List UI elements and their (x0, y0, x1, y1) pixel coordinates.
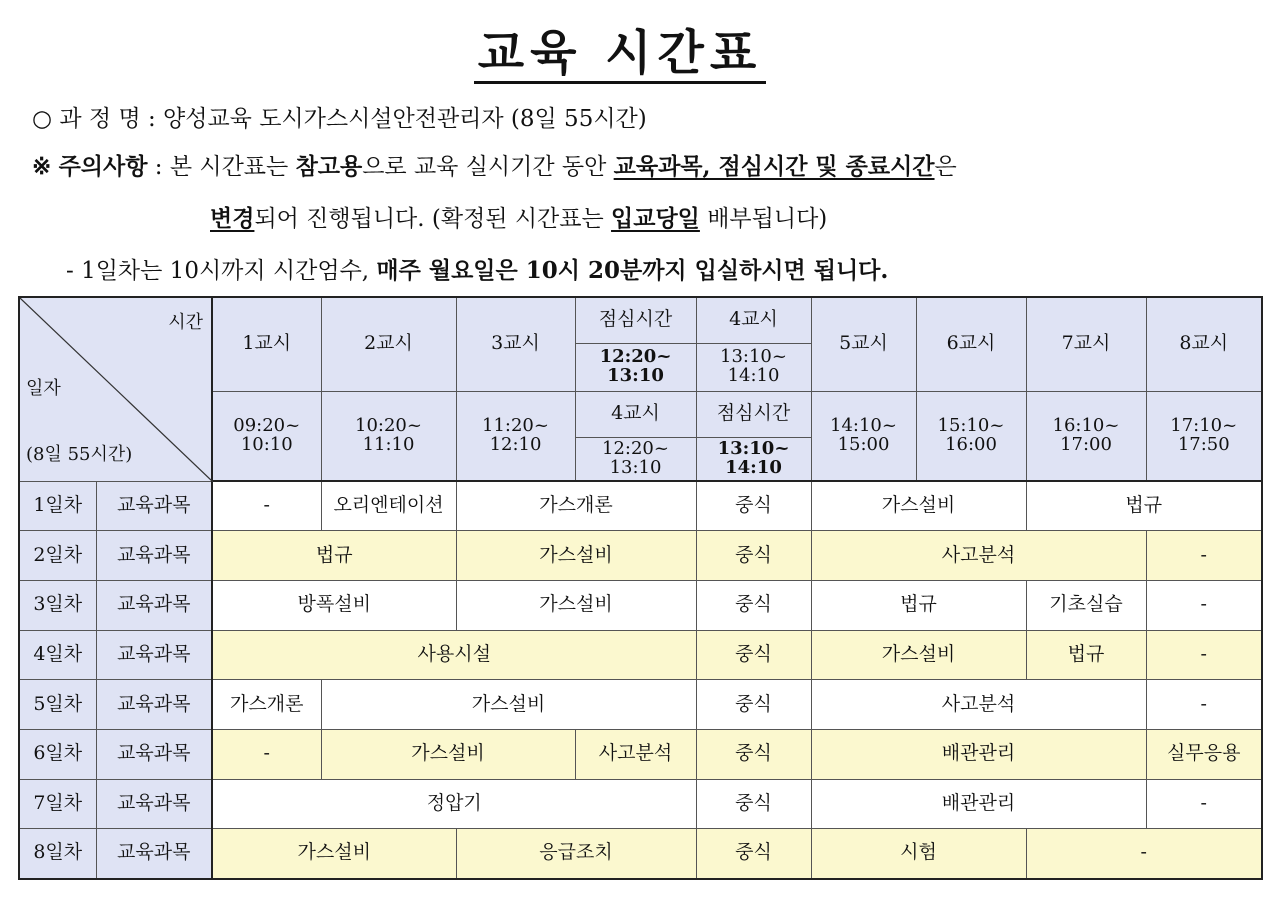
table-row (19, 580, 1262, 630)
lunch-time-top: 12:20~ 13:10 (575, 343, 696, 391)
lunch-header-bottom: 점심시간 (696, 391, 811, 437)
period-6-header: 6교시 (916, 297, 1026, 391)
table-row (19, 779, 1262, 829)
notice-entrance-day: 입교당일 (611, 205, 700, 232)
subject-cell: 응급조치 (456, 829, 696, 879)
day-cell: 6일차 (19, 729, 96, 779)
period-3-header: 3교시 (456, 297, 575, 391)
period-4-header-top: 4교시 (696, 297, 811, 343)
lunch-cell: 중식 (696, 481, 811, 531)
day-cell: 4일차 (19, 630, 96, 680)
subject-label-cell: 교육과목 (96, 680, 212, 730)
subject-cell: - (1026, 829, 1262, 879)
period-4-time-top: 13:10~ 14:10 (696, 343, 811, 391)
schedule-table (18, 296, 1263, 880)
lunch-cell: 중식 (696, 779, 811, 829)
course-value: 양성교육 도시가스시설안전관리자 (8일 55시간) (163, 106, 647, 132)
subject-cell: - (1146, 531, 1262, 581)
period-4-time-bottom: 12:20~ 13:10 (575, 437, 696, 481)
lunch-time-bottom: 13:10~ 14:10 (696, 437, 811, 481)
subject-cell: 사용시설 (212, 630, 696, 680)
subject-cell: 배관관리 (811, 729, 1146, 779)
period-7-header: 7교시 (1026, 297, 1146, 391)
course-line (32, 100, 647, 133)
subject-label-cell: 교육과목 (96, 779, 212, 829)
lunch-cell: 중식 (696, 680, 811, 730)
page-title: 교육 시간표 (0, 14, 1240, 83)
notice-change-word: 변경 (210, 205, 255, 232)
subject-label-cell: 교육과목 (96, 481, 212, 531)
period-6-time: 15:10~ 16:00 (916, 391, 1026, 481)
subject-cell: 방폭설비 (212, 580, 456, 630)
table-row (19, 531, 1262, 581)
table-row (19, 829, 1262, 879)
day-cell: 1일차 (19, 481, 96, 531)
subject-label-cell: 교육과목 (96, 580, 212, 630)
notice-line (32, 148, 957, 181)
corner-time-label: 시간 (168, 312, 203, 333)
attendance-note (66, 252, 888, 285)
notice-line-2 (210, 200, 827, 233)
subject-cell: 법규 (1026, 481, 1262, 531)
subject-label-cell: 교육과목 (96, 630, 212, 680)
notice-text-5: 배부됩니다) (707, 206, 828, 232)
period-3-time: 11:20~ 12:10 (456, 391, 575, 481)
subject-cell: 법규 (212, 531, 456, 581)
notice-text-3: 은 (934, 154, 957, 180)
period-7-time: 16:10~ 17:00 (1026, 391, 1146, 481)
subject-cell: - (212, 481, 321, 531)
subject-cell: 사고분석 (811, 531, 1146, 581)
attendance-note-a: - 1일차는 10시까지 시간엄수, (66, 258, 370, 284)
lunch-cell: 중식 (696, 829, 811, 879)
subject-label-cell: 교육과목 (96, 729, 212, 779)
lunch-cell: 중식 (696, 531, 811, 581)
period-1-time: 09:20~ 10:10 (212, 391, 321, 481)
subject-cell: 가스개론 (456, 481, 696, 531)
subject-cell: 가스설비 (811, 630, 1026, 680)
subject-cell: - (1146, 779, 1262, 829)
subject-label-cell: 교육과목 (96, 531, 212, 581)
subject-cell: 사고분석 (811, 680, 1146, 730)
lunch-cell: 중식 (696, 729, 811, 779)
notice-text-1: 본 시간표는 (169, 154, 289, 180)
attendance-note-b: 매주 월요일은 10시 20분까지 입실하시면 됩니다. (376, 257, 889, 284)
subject-cell: - (1146, 630, 1262, 680)
course-label: ○ 과 정 명 : (32, 106, 156, 132)
subject-cell: 가스설비 (811, 481, 1026, 531)
corner-total-label: (8일 55시간) (26, 444, 133, 465)
subject-cell: 시험 (811, 829, 1026, 879)
subject-label-cell: 교육과목 (96, 829, 212, 879)
subject-cell: 가스설비 (321, 729, 575, 779)
period-2-header: 2교시 (321, 297, 456, 391)
corner-day-label: 일자 (26, 378, 61, 399)
subject-cell: 사고분석 (575, 729, 696, 779)
table-corner-cell (19, 297, 212, 481)
day-cell: 3일차 (19, 580, 96, 630)
period-5-header: 5교시 (811, 297, 916, 391)
subject-cell: - (1146, 580, 1262, 630)
subject-cell: 법규 (811, 580, 1026, 630)
day-cell: 8일차 (19, 829, 96, 879)
subject-cell: 가스개론 (212, 680, 321, 730)
notice-label: 주의사항 (58, 153, 148, 180)
notice-mark: ※ (32, 153, 52, 180)
lunch-cell: 중식 (696, 630, 811, 680)
subject-cell: 가스설비 (456, 580, 696, 630)
table-row (19, 481, 1262, 531)
lunch-cell: 중식 (696, 580, 811, 630)
subject-cell: 실무응용 (1146, 729, 1262, 779)
subject-cell: 오리엔테이션 (321, 481, 456, 531)
day-cell: 5일차 (19, 680, 96, 730)
subject-cell: 법규 (1026, 630, 1146, 680)
period-5-time: 14:10~ 15:00 (811, 391, 916, 481)
subject-cell: 배관관리 (811, 779, 1146, 829)
notice-colon: : (154, 154, 163, 180)
day-cell: 2일차 (19, 531, 96, 581)
table-row (19, 680, 1262, 730)
period-8-time: 17:10~ 17:50 (1146, 391, 1262, 481)
notice-text-2: 으로 교육 실시기간 동안 (362, 154, 607, 180)
notice-reference: 참고용 (295, 153, 363, 180)
period-1-header: 1교시 (212, 297, 321, 391)
subject-cell: 정압기 (212, 779, 696, 829)
notice-text-4: 되어 진행됩니다. (확정된 시간표는 (254, 206, 604, 232)
subject-cell: 가스설비 (456, 531, 696, 581)
notice-changes: 교육과목, 점심시간 및 종료시간 (613, 153, 935, 180)
lunch-header-top: 점심시간 (575, 297, 696, 343)
subject-cell: 기초실습 (1026, 580, 1146, 630)
table-row (19, 729, 1262, 779)
period-8-header: 8교시 (1146, 297, 1262, 391)
period-4-header-bottom: 4교시 (575, 391, 696, 437)
period-2-time: 10:20~ 11:10 (321, 391, 456, 481)
subject-cell: - (1146, 680, 1262, 730)
subject-cell: 가스설비 (212, 829, 456, 879)
day-cell: 7일차 (19, 779, 96, 829)
table-row (19, 630, 1262, 680)
subject-cell: - (212, 729, 321, 779)
subject-cell: 가스설비 (321, 680, 696, 730)
